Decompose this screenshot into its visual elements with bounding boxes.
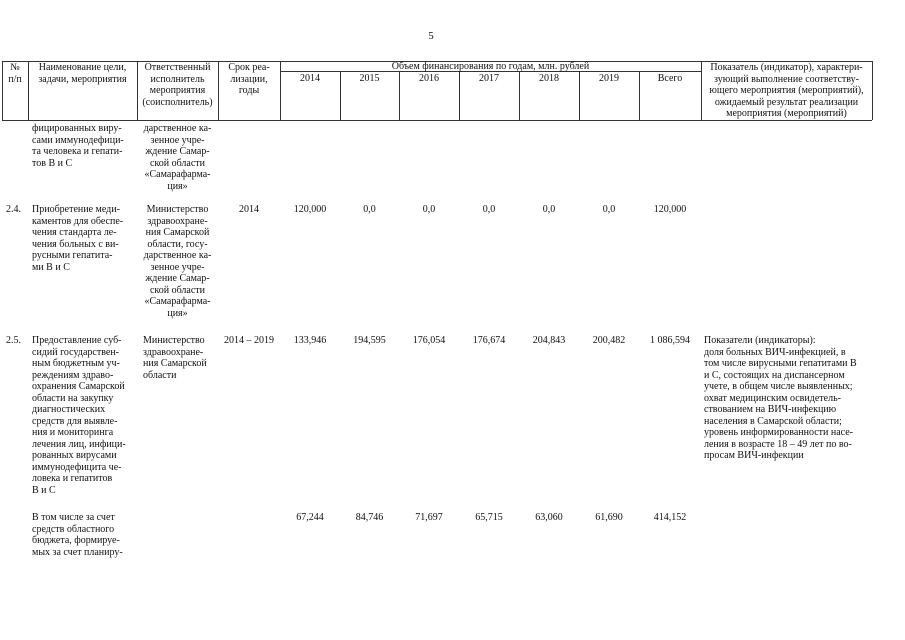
row-executor: Министерство здравоохране- ния Самарской области, госу- дарственное ка- зенное учре- ждение Самар- ской области «Самарафарма- ция» <box>143 204 212 319</box>
row-value: 0,0 <box>542 204 556 215</box>
row-name: фицированных виру- сами иммунодефици- та человека и гепати- тов В и С <box>32 123 124 169</box>
header-year: 2016 <box>419 73 439 84</box>
header-executor: Ответственный исполнитель мероприятия (соисполнитель) <box>142 62 213 108</box>
header-term: Срок реа- лизации, годы <box>228 62 270 96</box>
header-name: Наименование цели, задачи, мероприятия <box>38 62 127 85</box>
header-bottom-border <box>2 120 872 121</box>
header-year: 2015 <box>359 73 380 84</box>
row-value: 65,715 <box>475 512 503 523</box>
row-value: 133,946 <box>293 335 327 346</box>
row-value: 0,0 <box>482 204 496 215</box>
row-value: 61,690 <box>595 512 623 523</box>
row-value: 176,674 <box>472 335 506 346</box>
row-executor: Министерство здравоохране- ния Самарской области <box>143 335 207 381</box>
row-num: 2.4. <box>6 204 21 215</box>
row-value: 71,697 <box>415 512 443 523</box>
row-indicator: Показатели (индикаторы): доля больных ВИЧ-инфекцией, в том числе вирусными гепатитами В и С, состоящих на диспансерном учете, в общем числе выявленных; охват медицинским освидетель- ствованием на ВИЧ-инфекцию населения в Самарской области; уровень информированности насе- ления в возрасте 18 – 49 лет по во- просам ВИЧ-инфекции <box>704 335 857 461</box>
row-term: 2014 – 2019 <box>224 335 274 346</box>
row-total: 414,152 <box>653 512 687 523</box>
row-total: 1 086,594 <box>650 335 690 346</box>
row-num: 2.5. <box>6 335 21 346</box>
row-value: 67,244 <box>296 512 324 523</box>
row-value: 63,060 <box>535 512 563 523</box>
row-value: 194,595 <box>353 335 386 346</box>
row-value: 0,0 <box>363 204 376 215</box>
header-year: 2017 <box>479 73 499 84</box>
row-executor: дарственное ка- зенное учре- ждение Самар- ской области «Самарафарма- ция» <box>143 123 212 192</box>
header-year: 2018 <box>539 73 559 84</box>
header-indicator: Показатель (индикатор), характери- зующий выполнение соответству- ющего мероприятия (мероприятий), ожидаемый результат реализации мероприятия (мероприятий) <box>709 62 864 119</box>
row-name: В том числе за счет средств областного бюджета, формируе- мых за счет планиру- <box>32 512 123 558</box>
row-value: 204,843 <box>532 335 566 346</box>
page-number: 5 <box>428 30 434 42</box>
header-num: № п/п <box>8 62 22 85</box>
header-total: Всего <box>657 73 683 84</box>
row-total: 120,000 <box>653 204 687 215</box>
row-value: 84,746 <box>355 512 384 523</box>
header-year: 2014 <box>300 73 320 84</box>
col-border <box>872 61 873 120</box>
row-value: 176,054 <box>412 335 446 346</box>
row-value: 0,0 <box>422 204 436 215</box>
row-name: Приобретение меди- каментов для обеспе- чения стандарта ле- чения больных с ви- русными гепатита- ми В и С <box>32 204 124 273</box>
row-value: 0,0 <box>602 204 616 215</box>
row-term: 2014 <box>239 204 259 215</box>
header-funding-title: Объем финансирования по годам, млн. рублей <box>391 61 590 72</box>
row-value: 120,000 <box>293 204 327 215</box>
header-year: 2019 <box>599 73 619 84</box>
row-value: 200,482 <box>592 335 626 346</box>
row-name: Предоставление суб- сидий государствен- ным бюджетным уч- реждениям здраво- охранения Самарской области на закупку диагностических средств для выявле- ния и мониторинга лечения лиц, инфици- рованных вирусами иммунодефицита че- ловека и гепатитов В и С <box>32 335 126 496</box>
